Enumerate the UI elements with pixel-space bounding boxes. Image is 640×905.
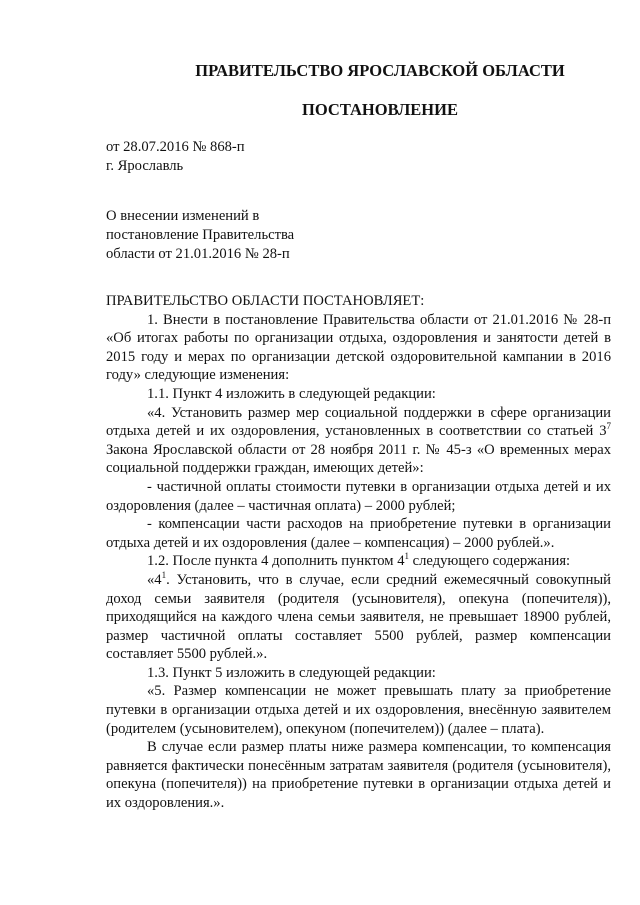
paragraph-1: 1. Внести в постановление Правительства области от 21.01.2016 № 28-п «Об итогах работы по организации отдыха, оздоровления и занятости детей в 2015 году и мерах по организации детской оздоровительной кампании в 2016 году» следующие изменения: xyxy=(106,311,611,384)
quoted-item-4-1 xyxy=(106,571,611,664)
superscript: 1 xyxy=(404,551,409,562)
dash-item-compensation: - компенсации части расходов на приобретение путевки в организации отдыха детей и их оздоровления (далее – компенсация) – 2000 рублей.». xyxy=(106,516,611,551)
quote-text: Закона Ярославской области от 28 ноября 2011 г. № 45-з «О временных мерах социальной поддержки граждан, имеющих детей»: xyxy=(106,441,611,477)
paragraph-case: В случае если размер платы ниже размера компенсации, то компенсация равняется фактически понесённым затратам заявителя (родителя (усыновителя), опекуна (попечителя)) на приобретение путевки в организации отдыха детей и их оздоровления.». xyxy=(106,739,611,812)
paragraph-1-1: 1.1. Пункт 4 изложить в следующей редакции: xyxy=(147,385,436,402)
subject-line: области от 21.01.2016 № 28-п xyxy=(106,245,290,262)
superscript: 1 xyxy=(161,569,167,580)
document-type: ПОСТАНОВЛЕНИЕ xyxy=(302,100,458,119)
paragraph-text: следующего содержания: xyxy=(409,553,571,570)
dash-item-partial-payment: - частичной оплаты стоимости путевки в организации отдыха детей и их оздоровления (далее – частичная оплата) – 2000 рублей; xyxy=(106,478,611,514)
superscript: 7 xyxy=(606,421,611,432)
paragraph-1-2 xyxy=(106,552,611,571)
document-body xyxy=(106,292,611,813)
quote-text: «4 xyxy=(147,571,162,588)
quote-text: «4. Установить размер мер социальной поддержки в сфере организации отдыха детей и их оздоровления, установленных в соответствии со статьей 3 xyxy=(106,404,611,440)
paragraph-text: 1.2. После пункта 4 дополнить пунктом 4 xyxy=(147,553,405,570)
paragraph-1-3: 1.3. Пункт 5 изложить в следующей редакции: xyxy=(147,664,436,681)
government-title: ПРАВИТЕЛЬСТВО ЯРОСЛАВСКОЙ ОБЛАСТИ xyxy=(195,61,565,80)
quoted-item-5: «5. Размер компенсации не может превышать плату за приобретение путевки в организации отдыха детей и их оздоровления, внесённую заявителем (родителем (усыновителем), опекуном (попечителем)) (далее – плата). xyxy=(106,683,611,737)
preamble: ПРАВИТЕЛЬСТВО ОБЛАСТИ ПОСТАНОВЛЯЕТ: xyxy=(106,293,425,309)
quoted-item-4 xyxy=(106,404,611,478)
quote-text: . Установить, что в случае, если средний ежемесячный совокупный доход семьи заявителя (родителя (усыновителя), опекуна (попечителя)), приходящийся на каждого члена семьи заявителя, не превышает 18900 рублей, размер частичной оплаты составляет 5500 рублей, размер компенсации составляет 5500 рублей.». xyxy=(106,571,611,663)
date-and-number: от 28.07.2016 № 868-п xyxy=(106,139,245,155)
city: г. Ярославль xyxy=(106,158,184,174)
subject-line: О внесении изменений в xyxy=(106,208,260,224)
subject-line: постановление Правительства xyxy=(106,226,295,243)
document-subject xyxy=(106,207,336,263)
